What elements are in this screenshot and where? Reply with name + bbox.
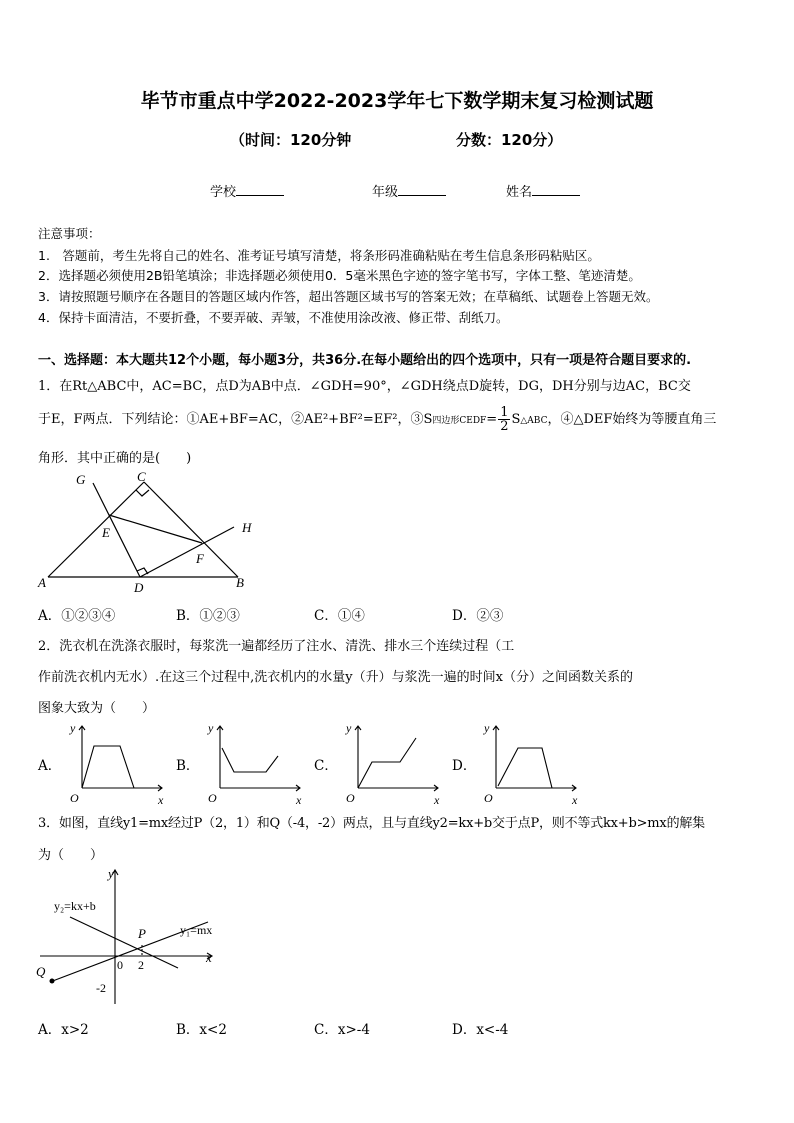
school-field: [210, 181, 284, 200]
svg-text:-2: -2: [96, 981, 106, 995]
q1-option-a[interactable]: A．①②③④: [38, 608, 116, 624]
q1-option-b[interactable]: B．①②③: [176, 608, 240, 624]
q3-option-c[interactable]: C．x>-4: [314, 1022, 370, 1038]
q2-option-a-label[interactable]: A．: [38, 758, 62, 774]
right-angle-c: [136, 490, 149, 496]
q3-option-d[interactable]: D．x<-4: [452, 1022, 509, 1038]
q1-line2: [38, 406, 716, 433]
q2-graph-d[interactable]: [476, 720, 586, 808]
q2-graph-b[interactable]: [200, 720, 310, 808]
label-h: H: [242, 520, 252, 535]
grade-label: 年级: [372, 185, 399, 200]
svg-text:x: x: [206, 950, 212, 965]
svg-text:0: 0: [117, 958, 123, 972]
q3-line2: 为（ ）: [38, 848, 104, 863]
svg-text:y₁=mx: y₁=mx: [180, 923, 213, 937]
line-dg: [93, 483, 140, 577]
line-y2: [70, 917, 178, 968]
label-d: D: [134, 580, 144, 595]
q3-option-b[interactable]: B．x<2: [176, 1022, 227, 1038]
label-c: C: [137, 470, 146, 484]
svg-text:2: 2: [138, 958, 144, 972]
svg-text:y: y: [108, 866, 114, 881]
label-g: G: [76, 472, 86, 487]
q1-frac-den: 2: [500, 419, 509, 434]
time-label: （时间：120分钟: [230, 131, 352, 149]
segment-ef: [109, 515, 202, 543]
school-label: 学校: [210, 185, 237, 200]
q2-line2: 作前洗衣机内无水）.在这三个过程中,洗衣机内的水量y（升）与浆洗一遍的时间x（分）之间函数关系的: [38, 670, 633, 685]
q2-line1: 2．洗衣机在洗涤衣服时，每浆洗一遍都经历了注水、清洗、排水三个连续过程（工: [38, 639, 515, 654]
q3-line-figure: [30, 862, 230, 1012]
q1-option-c[interactable]: C．①④: [314, 608, 365, 624]
svg-text:y: y: [484, 721, 490, 735]
svg-text:O: O: [346, 791, 355, 805]
score-label: 分数：120分）: [456, 131, 563, 149]
line-dh: [140, 527, 234, 577]
q1-line2a: 于E，F两点．下列结论：①AE+BF=AC，②AE²+BF²=EF²，③S: [38, 412, 433, 427]
q2-graph-c[interactable]: [338, 720, 448, 808]
label-a: A: [38, 575, 46, 590]
name-blank[interactable]: [532, 183, 580, 196]
grade-blank[interactable]: [398, 183, 446, 196]
label-f: F: [196, 551, 204, 566]
svg-text:x: x: [296, 793, 302, 807]
q2-option-b-label[interactable]: B．: [176, 758, 200, 774]
q2-line3: 图象大致为（ ）: [38, 701, 156, 716]
svg-text:P: P: [138, 926, 146, 941]
q1-s: S: [511, 412, 521, 427]
svg-text:O: O: [208, 791, 217, 805]
svg-text:y: y: [346, 721, 352, 735]
page-title: 毕节市重点中学2022-2023学年七下数学期末复习检测试题: [140, 90, 654, 112]
q1-fraction: [498, 406, 510, 433]
svg-text:O: O: [484, 791, 493, 805]
q3-line1: 3．如图，直线y1=mx经过P（2，1）和Q（-4，-2）两点，且与直线y2=kx+b交于点P，则不等式kx+b>mx的解集: [38, 816, 705, 831]
q1-eq: =: [486, 412, 498, 427]
q2-option-d-label[interactable]: D．: [452, 758, 477, 774]
svg-text:y: y: [208, 721, 214, 735]
q1-line2b: ，④△DEF始终为等腰直角三: [547, 412, 717, 427]
q2-option-c-label[interactable]: C．: [314, 758, 338, 774]
svg-text:x: x: [572, 793, 578, 807]
q1-option-d[interactable]: D．②③: [452, 608, 504, 624]
svg-text:y: y: [70, 721, 76, 735]
segment-ac: [48, 482, 144, 577]
label-e: E: [102, 525, 110, 540]
q1-line3: 角形．其中正确的是( ): [38, 451, 192, 466]
q1-triangle-figure: [36, 470, 266, 600]
note-item: 1. 答题前，考生先将自己的姓名、准考证号填写清楚，将条形码准确粘贴在考生信息条形码粘贴区。: [38, 248, 600, 263]
note-item: 4．保持卡面清洁，不要折叠，不要弄破、弄皱，不准使用涂改液、修正带、刮纸刀。: [38, 310, 509, 325]
svg-text:O: O: [70, 791, 79, 805]
svg-text:x: x: [158, 793, 164, 807]
note-item: 3．请按照题号顺序在各题目的答题区域内作答，超出答题区域书写的答案无效；在草稿纸、试题卷上答题无效。: [38, 289, 659, 304]
q1-sub-quad: 四边形CEDF: [432, 416, 487, 426]
q2-graph-a[interactable]: [62, 720, 172, 808]
point-q: [50, 979, 55, 984]
q1-line1: 1．在Rt△ABC中，AC=BC，点D为AB中点．∠GDH=90°，∠GDH绕点D旋转，DG，DH分别与边AC，BC交: [38, 379, 691, 394]
school-blank[interactable]: [236, 183, 284, 196]
section-heading: 一、选择题：本大题共12个小题，每小题3分，共36分.在每小题给出的四个选项中，只有一项是符合题目要求的.: [38, 353, 692, 368]
svg-text:Q: Q: [36, 964, 46, 979]
note-item: 2．选择题必须使用2B铅笔填涂；非选择题必须使用0．5毫米黑色字迹的签字笔书写，字体工整、笔迹清楚。: [38, 268, 641, 283]
name-label: 姓名: [506, 185, 533, 200]
svg-text:y₂=kx+b: y₂=kx+b: [54, 899, 96, 913]
q3-option-a[interactable]: A．x>2: [38, 1022, 89, 1038]
name-field: [506, 181, 580, 200]
label-b: B: [236, 575, 244, 590]
svg-text:x: x: [434, 793, 440, 807]
grade-field: [372, 181, 446, 200]
q1-frac-num: 1: [500, 405, 509, 420]
q1-sub-abc: △ABC: [520, 416, 548, 426]
notes-heading: 注意事项：: [38, 226, 101, 241]
